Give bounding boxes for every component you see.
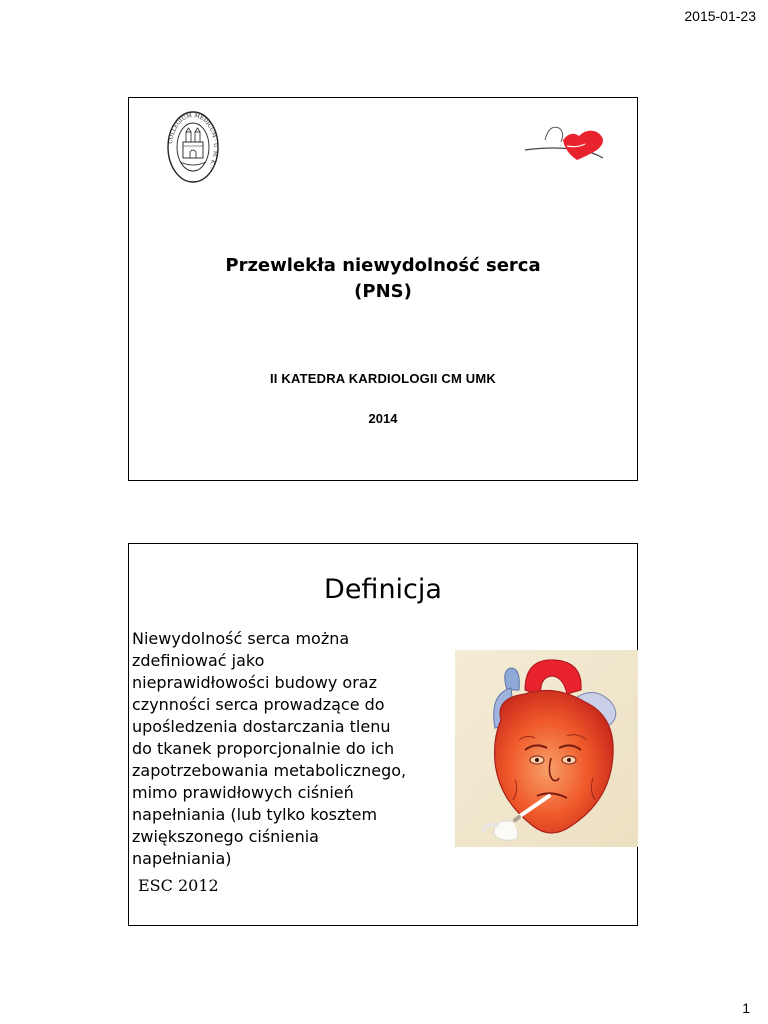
department-name: II KATEDRA KARDIOLOGII CM UMK (269, 371, 497, 386)
definition-line: zapotrzebowania metabolicznego, (132, 761, 407, 780)
slide-1-heading (129, 253, 637, 305)
svg-text:COLLEGIUM MEDICUM · U. M. K. ·: COLLEGIUM MEDICUM · U. M. K. · (168, 112, 219, 170)
definition-line: zwiększonego ciśnienia (132, 827, 319, 846)
slide-1-title (128, 97, 638, 481)
definition-line: mimo prawidłowych ciśnień (132, 783, 354, 802)
slide-1-title-line-1: Przewlekła niewydolność serca (225, 255, 541, 276)
definition-text (132, 628, 452, 870)
slide-1-title-line-2: (PNS) (354, 281, 412, 302)
definition-line: upośledzenia dostarczania tlenu (132, 717, 391, 736)
heart-logo-icon (523, 120, 609, 164)
definition-line: Niewydolność serca można (132, 629, 350, 648)
suffering-heart-illustration (455, 650, 638, 847)
slide-2-definition (128, 543, 638, 926)
page-number: 1 (742, 1000, 750, 1016)
source-citation: ESC 2012 (138, 876, 219, 895)
definition-line: zdefiniować jako (132, 651, 265, 670)
page-date: 2015-01-23 (684, 8, 756, 24)
presentation-year: 2014 (368, 411, 398, 426)
slide-2-heading: Definicja (324, 574, 442, 605)
definition-line: do tkanek proporcjonalnie do ich (132, 739, 395, 758)
definition-line: napełniania) (132, 849, 232, 868)
definition-line: czynności serca prowadzące do (132, 695, 385, 714)
definition-line: nieprawidłowości budowy oraz (132, 673, 377, 692)
definition-line: napełniania (lub tylko kosztem (132, 805, 378, 824)
collegium-medicum-seal-icon (166, 110, 220, 184)
